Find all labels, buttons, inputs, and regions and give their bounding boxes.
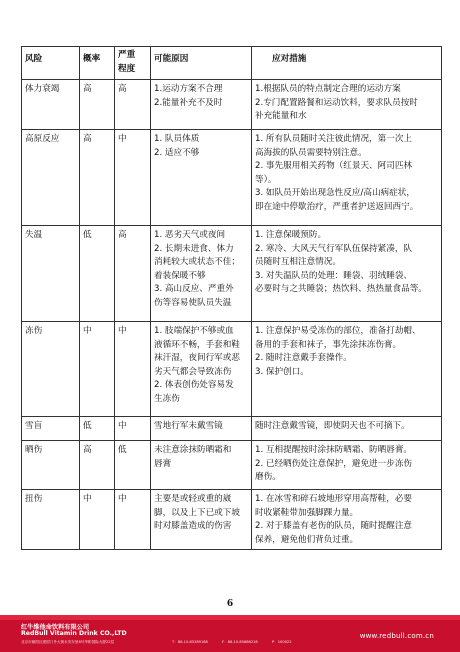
cell-causes [151,322,252,417]
table-row [22,322,442,417]
cell-causes [151,490,252,550]
cell-measures [252,226,442,322]
causes-line: 伤等容易使队员失温 [154,297,232,308]
measures-line: 员随时互相注意情况。 [255,257,341,267]
measures-line: 2. 寒冷、大风天气行军队伍保持紧凑，队 [255,243,413,254]
measures-line: 3. 如队员开始出现急性反应/高山病症状， [255,188,415,198]
causes-line: 1. 恶劣天气或夜间 [154,230,226,240]
cell-severity: 高 [115,80,151,130]
measures-line: 1. 互相提醒按时涂抹防晒霜、防晒唇膏。 [255,445,413,455]
causes-line: 1. 肢端保护不够或血 [154,326,234,336]
cell-measures [252,490,442,550]
cell-probability: 低 [80,226,115,322]
header-measures: 应对措施 [252,47,442,80]
measures-line: 1.根据队员的特点制定合理的运动方案 [255,84,401,94]
cell-measures [252,441,442,490]
causes-line: 2. 长期未进食、体力 [154,243,234,254]
cell-probability: 高 [80,441,115,490]
cell-probability: 高 [80,130,115,226]
causes-line: 生冻伤 [154,393,180,404]
footer-accent-bar [0,615,460,620]
company-name-cn: 红牛维他命饮料有限公司 [21,624,90,631]
page-number: 6 [226,599,234,609]
causes-line: 唇膏 [154,458,172,469]
measures-line: 2. 已经晒伤处注意保护，避免进一步冻伤 [255,458,413,469]
causes-line: 未注意涂抹防晒霜和 [154,445,232,455]
cell-causes [151,130,252,226]
cell-measures [252,130,442,226]
header-severity [115,47,151,80]
cell-risk: 晒伤 [22,441,80,490]
causes-line: 2. 体表创伤处容易发 [154,380,234,390]
cell-severity: 高 [115,226,151,322]
company-fax: F：86-10-85686218 [222,640,258,644]
header-probability: 概率 [80,47,115,80]
risk-table [21,46,442,550]
cell-risk: 体力衰竭 [22,80,80,130]
company-address: 北京市朝阳区建国门外大街永安东里8号华彬国际大厦22层 [21,640,115,644]
table-row [22,490,442,550]
measures-line: 即在途中停歇治疗，严重者护送返回西宁。 [255,201,419,212]
company-postcode: P：100022 [272,640,292,644]
cell-causes [151,80,252,130]
causes-line: 脚，以及上下已或下坡 [154,507,240,518]
cell-probability: 高 [80,80,115,130]
measures-line: 时收紧鞋带加强脚踝力量。 [255,507,359,518]
cell-measures [252,80,442,130]
causes-line: 液循环不畅，手套和鞋 [154,339,240,350]
cell-causes [151,226,252,322]
cell-measures [252,417,442,441]
measures-line: 3. 保护创口。 [255,366,309,377]
measures-line: 2.专门配置路餐和运动饮料，要求队员按时 [255,97,418,108]
measures-line: 3. 对失温队员的处理：睡袋、羽绒睡袋、 [255,270,413,281]
measures-line: 随时注意戴雪镜，即使阴天也不可摘下。 [255,421,410,431]
causes-line: 着装保暖不够 [154,270,206,281]
causes-line: 主要是或轻或重的崴 [154,494,232,504]
header-severity-line: 程度 [118,63,136,74]
table-header-row [22,47,442,80]
causes-line: 1.运动方案不合理 [154,84,223,94]
cell-causes [151,417,252,441]
cell-probability: 中 [80,490,115,550]
risk-table-body [22,80,442,550]
causes-line: 雪地行军未戴雪镜 [154,421,223,431]
cell-causes [151,441,252,490]
causes-line: 2.能量补充不及时 [154,97,223,108]
causes-line: 时对膝盖造成的伤害 [154,521,232,531]
company-website-link[interactable]: www.redbull.com.cn [359,632,434,640]
company-phone: T：86-10-85289188 [172,640,208,644]
measures-line: 1. 所有队员随时关注彼此情况，第一次上 [255,134,413,144]
header-causes: 可能原因 [151,47,252,80]
measures-line: 1. 注意保护易受冻伤的部位，准备打劫帽、 [255,326,421,336]
measures-line: 保养，避免他们背负过重。 [255,534,359,545]
measures-line: 等）。 [255,174,277,185]
measures-line: 2. 对于膝盖有老伤的队员，随时提醒注意 [255,521,413,531]
measures-line: 高海拔的队员需要特别注意。 [255,147,367,158]
cell-severity: 中 [115,322,151,417]
measures-line: 补充能量和水 [255,111,307,121]
company-footer [0,615,460,652]
cell-risk: 高原反应 [22,130,80,226]
table-row [22,80,442,130]
cell-risk: 雪盲 [22,417,80,441]
cell-risk: 冻伤 [22,322,80,417]
measures-line: 2. 事先服用相关药物（红景天、阿司匹林 [255,161,413,171]
cell-severity: 中 [115,417,151,441]
causes-line: 3. 高山反应、严重外 [154,284,234,294]
causes-line: 2. 适应不够 [154,147,200,158]
causes-line: 劣天气都会导致冻伤 [154,366,232,377]
measures-line: 备用的手套和袜子，事先涂抹冻伤膏。 [255,339,402,350]
cell-measures [252,322,442,417]
cell-severity: 中 [115,490,151,550]
company-name-en: RedBull Vitamin Drink CO.,LTD [21,630,127,637]
causes-line: 袜汗湿，夜间行军或恶 [154,353,240,363]
measures-line: 磨伤。 [255,472,281,482]
measures-line: 1. 在冰雪和碎石坡地形穿用高帮鞋，必要 [255,494,413,504]
measures-line: 2. 随时注意戴手套操作。 [255,353,352,363]
cell-risk: 失温 [22,226,80,322]
cell-probability: 低 [80,417,115,441]
header-risk: 风险 [22,47,80,80]
cell-severity: 中 [115,130,151,226]
measures-line: 必要时与之共睡袋；热饮料、热热量食品等。 [255,284,427,294]
table-row [22,226,442,322]
table-row [22,417,442,441]
causes-line: 消耗较大或状态不佳； [154,257,240,267]
header-severity-line: 严重 [118,50,136,60]
cell-severity: 低 [115,441,151,490]
measures-line: 1. 注意保暖预防。 [255,230,327,240]
table-row [22,441,442,490]
cell-risk: 扭伤 [22,490,80,550]
table-row [22,130,442,226]
causes-line: 1. 队员体质 [154,134,200,144]
cell-probability: 中 [80,322,115,417]
